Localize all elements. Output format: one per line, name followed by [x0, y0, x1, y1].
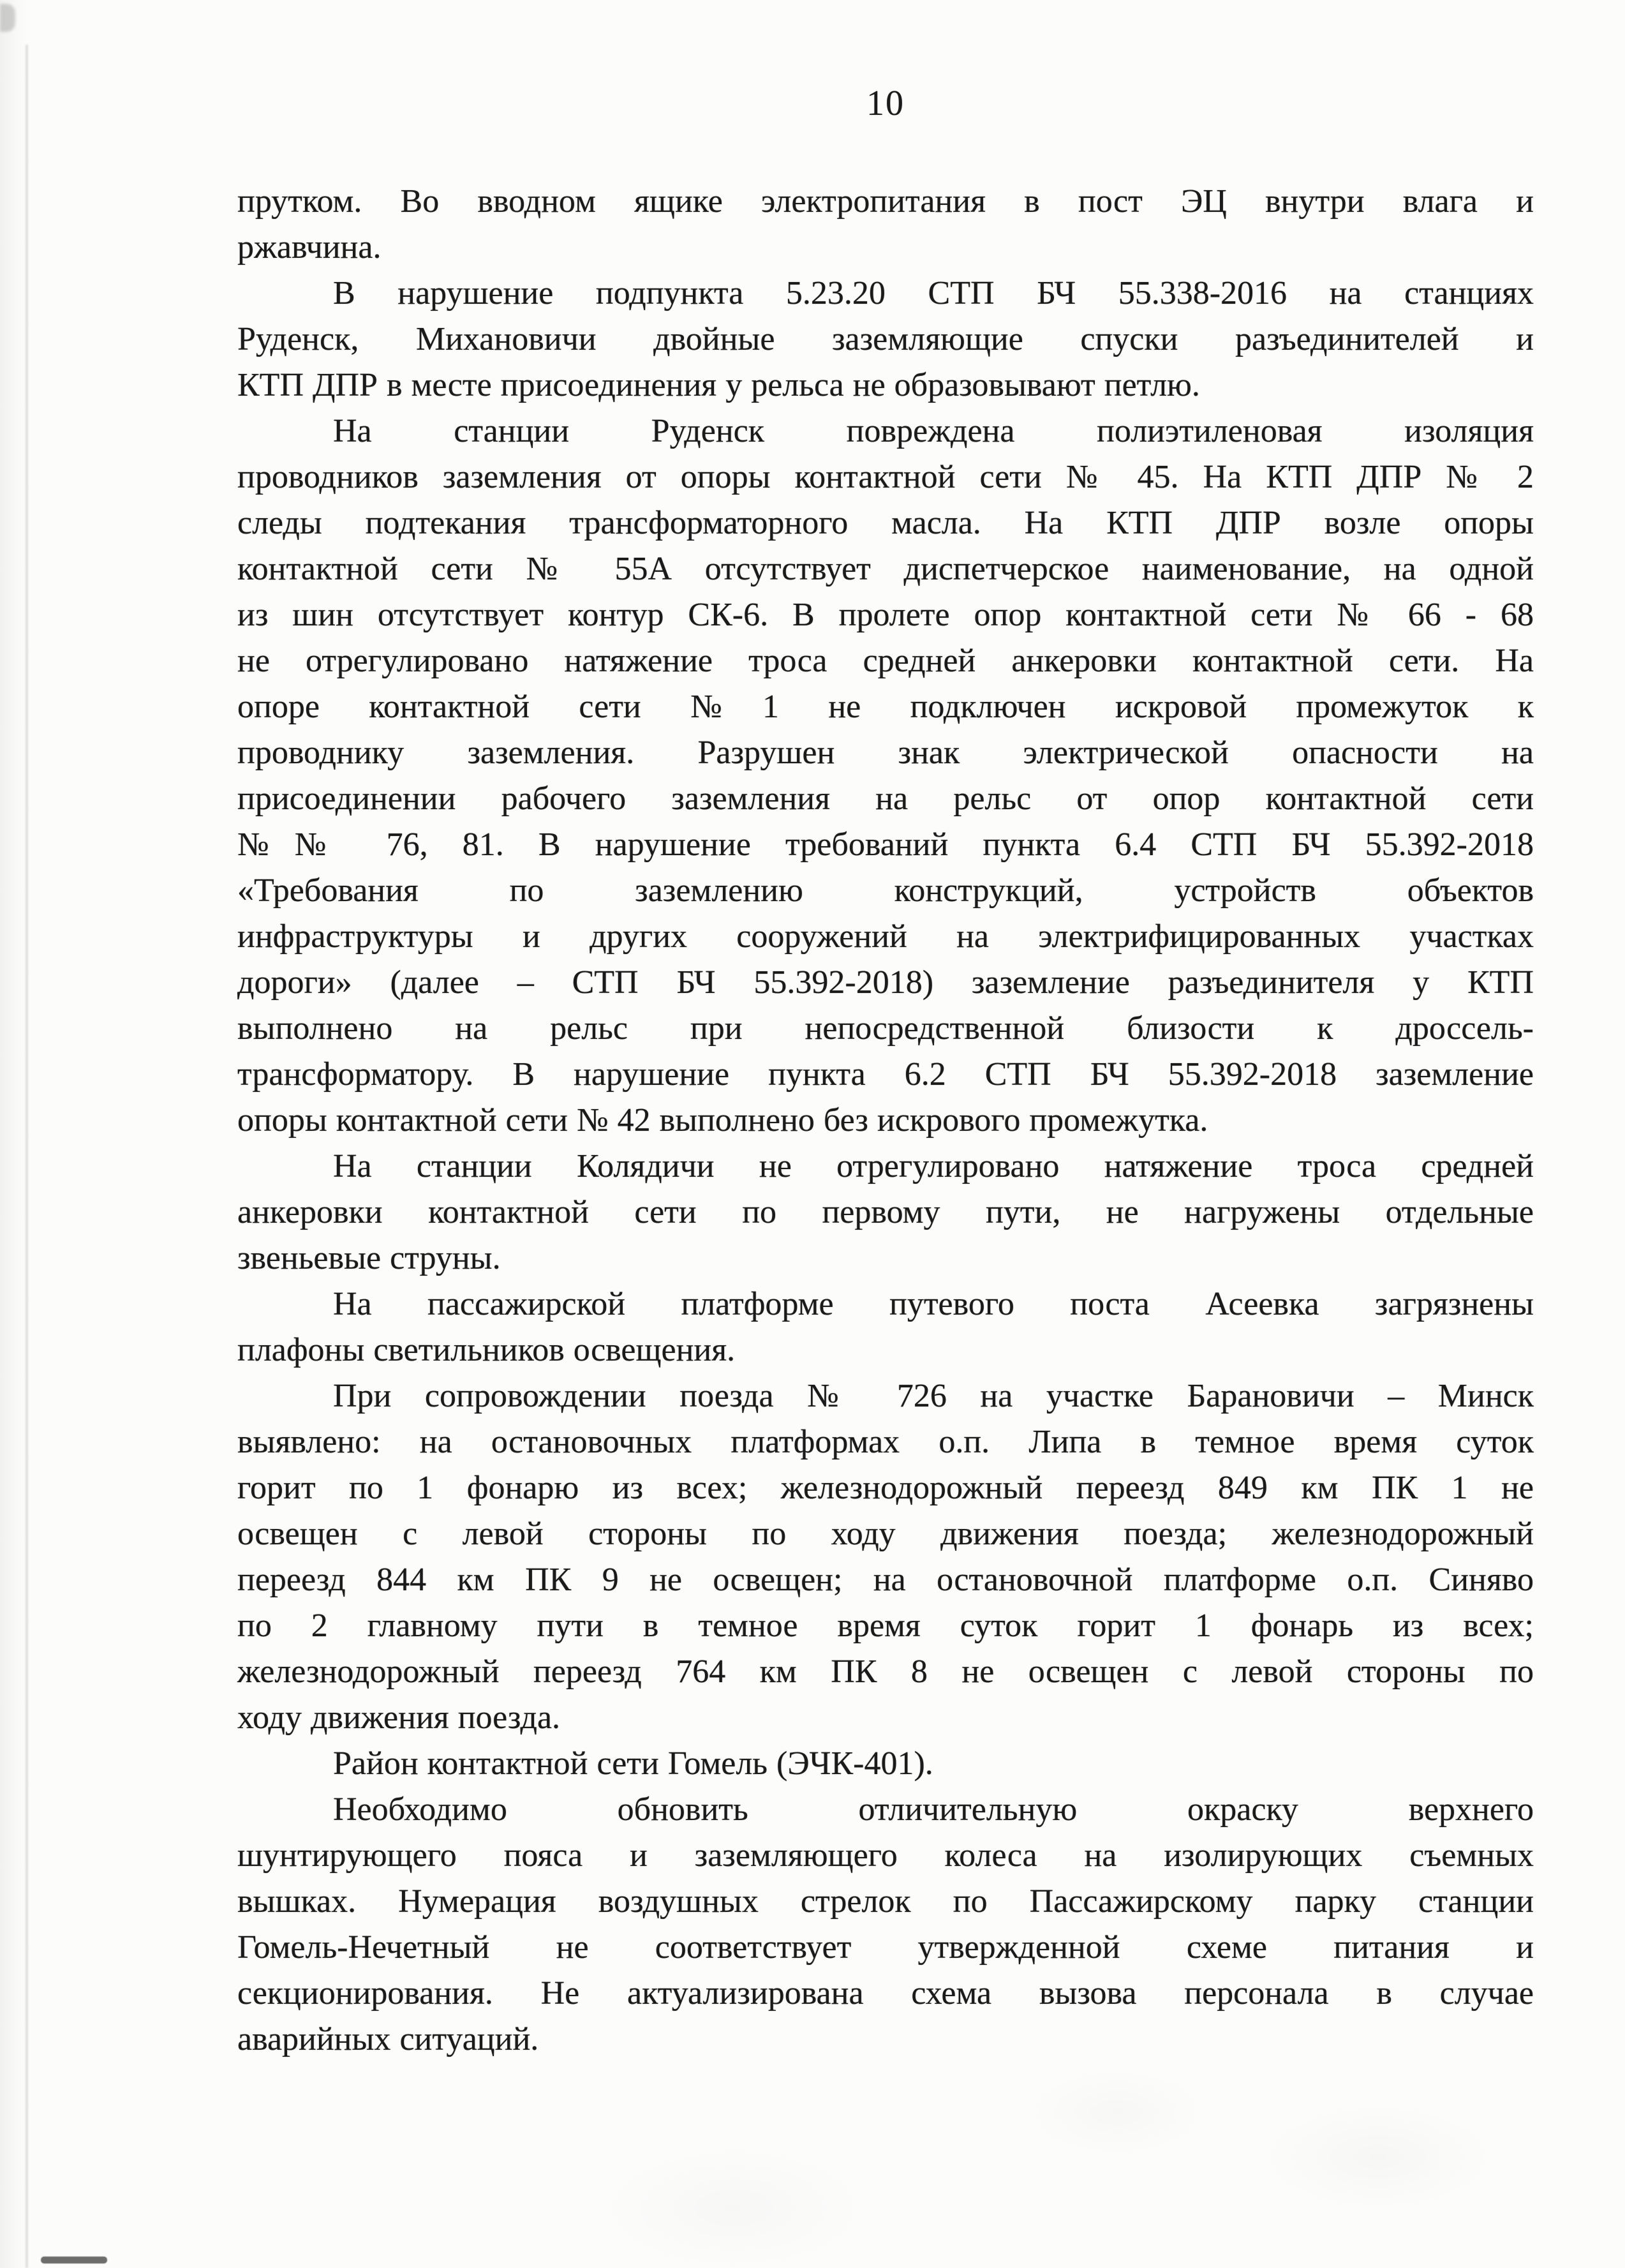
- text-line: №№ 76, 81. В нарушение требований пункта 6.4 СТП БЧ 55.392-2018: [237, 826, 1534, 863]
- document-body: [237, 179, 1534, 2063]
- text-line: вышках. Нумерация воздушных стрелок по Пассажирскому парку станции: [237, 1883, 1534, 1920]
- text-line: На станции Руденск повреждена полиэтиленовая изоляция: [333, 413, 1534, 449]
- text-line: В нарушение подпункта 5.23.20 СТП БЧ 55.338-2016 на станциях: [333, 275, 1534, 311]
- text-line: проводников заземления от опоры контактной сети № 45. На КТП ДПР № 2: [237, 459, 1534, 495]
- paragraph: [237, 1787, 1534, 2063]
- text-line: ходу движения поезда.: [237, 1699, 561, 1736]
- text-line: опоре контактной сети №1 не подключен искровой промежуток к: [237, 689, 1534, 725]
- text-line: прутком. Во вводном ящике электропитания в пост ЭЦ внутри влага и: [237, 183, 1534, 220]
- text-line: Необходимо обновить отличительную окраску верхнего: [333, 1791, 1534, 1828]
- text-line: следы подтекания трансформаторного масла. На КТП ДПР возле опоры: [237, 505, 1534, 541]
- text-line: контактной сети № 55А отсутствует диспетчерское наименование, на одной: [237, 551, 1534, 587]
- text-line: ржавчина.: [237, 229, 382, 265]
- text-line: звеньевые струны.: [237, 1240, 501, 1276]
- scan-artifact-bottom-left: [41, 2257, 107, 2264]
- paragraph: [237, 179, 1534, 271]
- text-line: проводнику заземления. Разрушен знак электрической опасности на: [237, 735, 1534, 771]
- scan-left-edge-strip: [0, 0, 28, 2268]
- text-line: опоры контактной сети № 42 выполнено без искрового промежутка.: [237, 1102, 1208, 1138]
- text-line: Район контактной сети Гомель (ЭЧК-401).: [333, 1745, 933, 1782]
- text-line: горит по 1 фонарю из всех; железнодорожный переезд 849 км ПК 1 не: [237, 1470, 1534, 1506]
- text-line: шунтирующего пояса и заземляющего колеса на изолирующих съемных: [237, 1837, 1534, 1874]
- text-line: Гомель-Нечетный не соответствует утвержденной схеме питания и: [237, 1929, 1534, 1966]
- paragraph: [237, 408, 1534, 1144]
- text-line: При сопровождении поезда № 726 на участке Барановичи – Минск: [333, 1378, 1534, 1414]
- text-line: освещен с левой стороны по ходу движения поезда; железнодорожный: [237, 1516, 1534, 1552]
- paragraph: [237, 1144, 1534, 1281]
- paragraph: [237, 1281, 1534, 1373]
- text-line: трансформатору. В нарушение пункта 6.2 СТП БЧ 55.392-2018 заземление: [237, 1056, 1534, 1093]
- text-line: присоединении рабочего заземления на рельс от опор контактной сети: [237, 780, 1534, 817]
- text-line: На пассажирской платформе путевого поста Асеевка загрязнены: [333, 1286, 1534, 1322]
- scan-left-edge-line: [26, 45, 28, 2268]
- paragraph: [237, 1741, 1534, 1787]
- page-number: 10: [866, 84, 905, 123]
- text-line: не отрегулировано натяжение троса средней анкеровки контактной сети. На: [237, 643, 1534, 679]
- text-line: анкеровки контактной сети по первому пути, не нагружены отдельные: [237, 1194, 1534, 1230]
- text-line: КТП ДПР в месте присоединения у рельса не образовывают петлю.: [237, 367, 1200, 403]
- text-line: выполнено на рельс при непосредственной близости к дроссель-: [237, 1010, 1534, 1047]
- text-line: Руденск, Михановичи двойные заземляющие спуски разъединителей и: [237, 321, 1534, 357]
- paragraph: [237, 1373, 1534, 1741]
- text-line: по 2 главному пути в темное время суток горит 1 фонарь из всех;: [237, 1608, 1534, 1644]
- text-line: секционирования. Не актуализирована схема вызова персонала в случае: [237, 1975, 1534, 2011]
- scan-artifact-top-left: [0, 4, 15, 32]
- text-line: из шин отсутствует контур СК-6. В пролете опор контактной сети № 66 - 68: [237, 597, 1534, 633]
- text-line: дороги» (далее – СТП БЧ 55.392-2018) заземление разъединителя у КТП: [237, 964, 1534, 1001]
- text-line: переезд 844 км ПК 9 не освещен; на остановочной платформе о.п. Синяво: [237, 1562, 1534, 1598]
- text-line: На станции Колядичи не отрегулировано натяжение троса средней: [333, 1148, 1534, 1184]
- paragraph: [237, 271, 1534, 408]
- text-line: «Требования по заземлению конструкций, устройств объектов: [237, 872, 1534, 909]
- text-line: выявлено: на остановочных платформах о.п. Липа в темное время суток: [237, 1424, 1534, 1460]
- text-line: плафоны светильников освещения.: [237, 1332, 736, 1368]
- text-line: инфраструктуры и других сооружений на электрифицированных участках: [237, 918, 1534, 955]
- text-line: железнодорожный переезд 764 км ПК 8 не освещен с левой стороны по: [237, 1653, 1534, 1690]
- text-line: аварийных ситуаций.: [237, 2021, 539, 2057]
